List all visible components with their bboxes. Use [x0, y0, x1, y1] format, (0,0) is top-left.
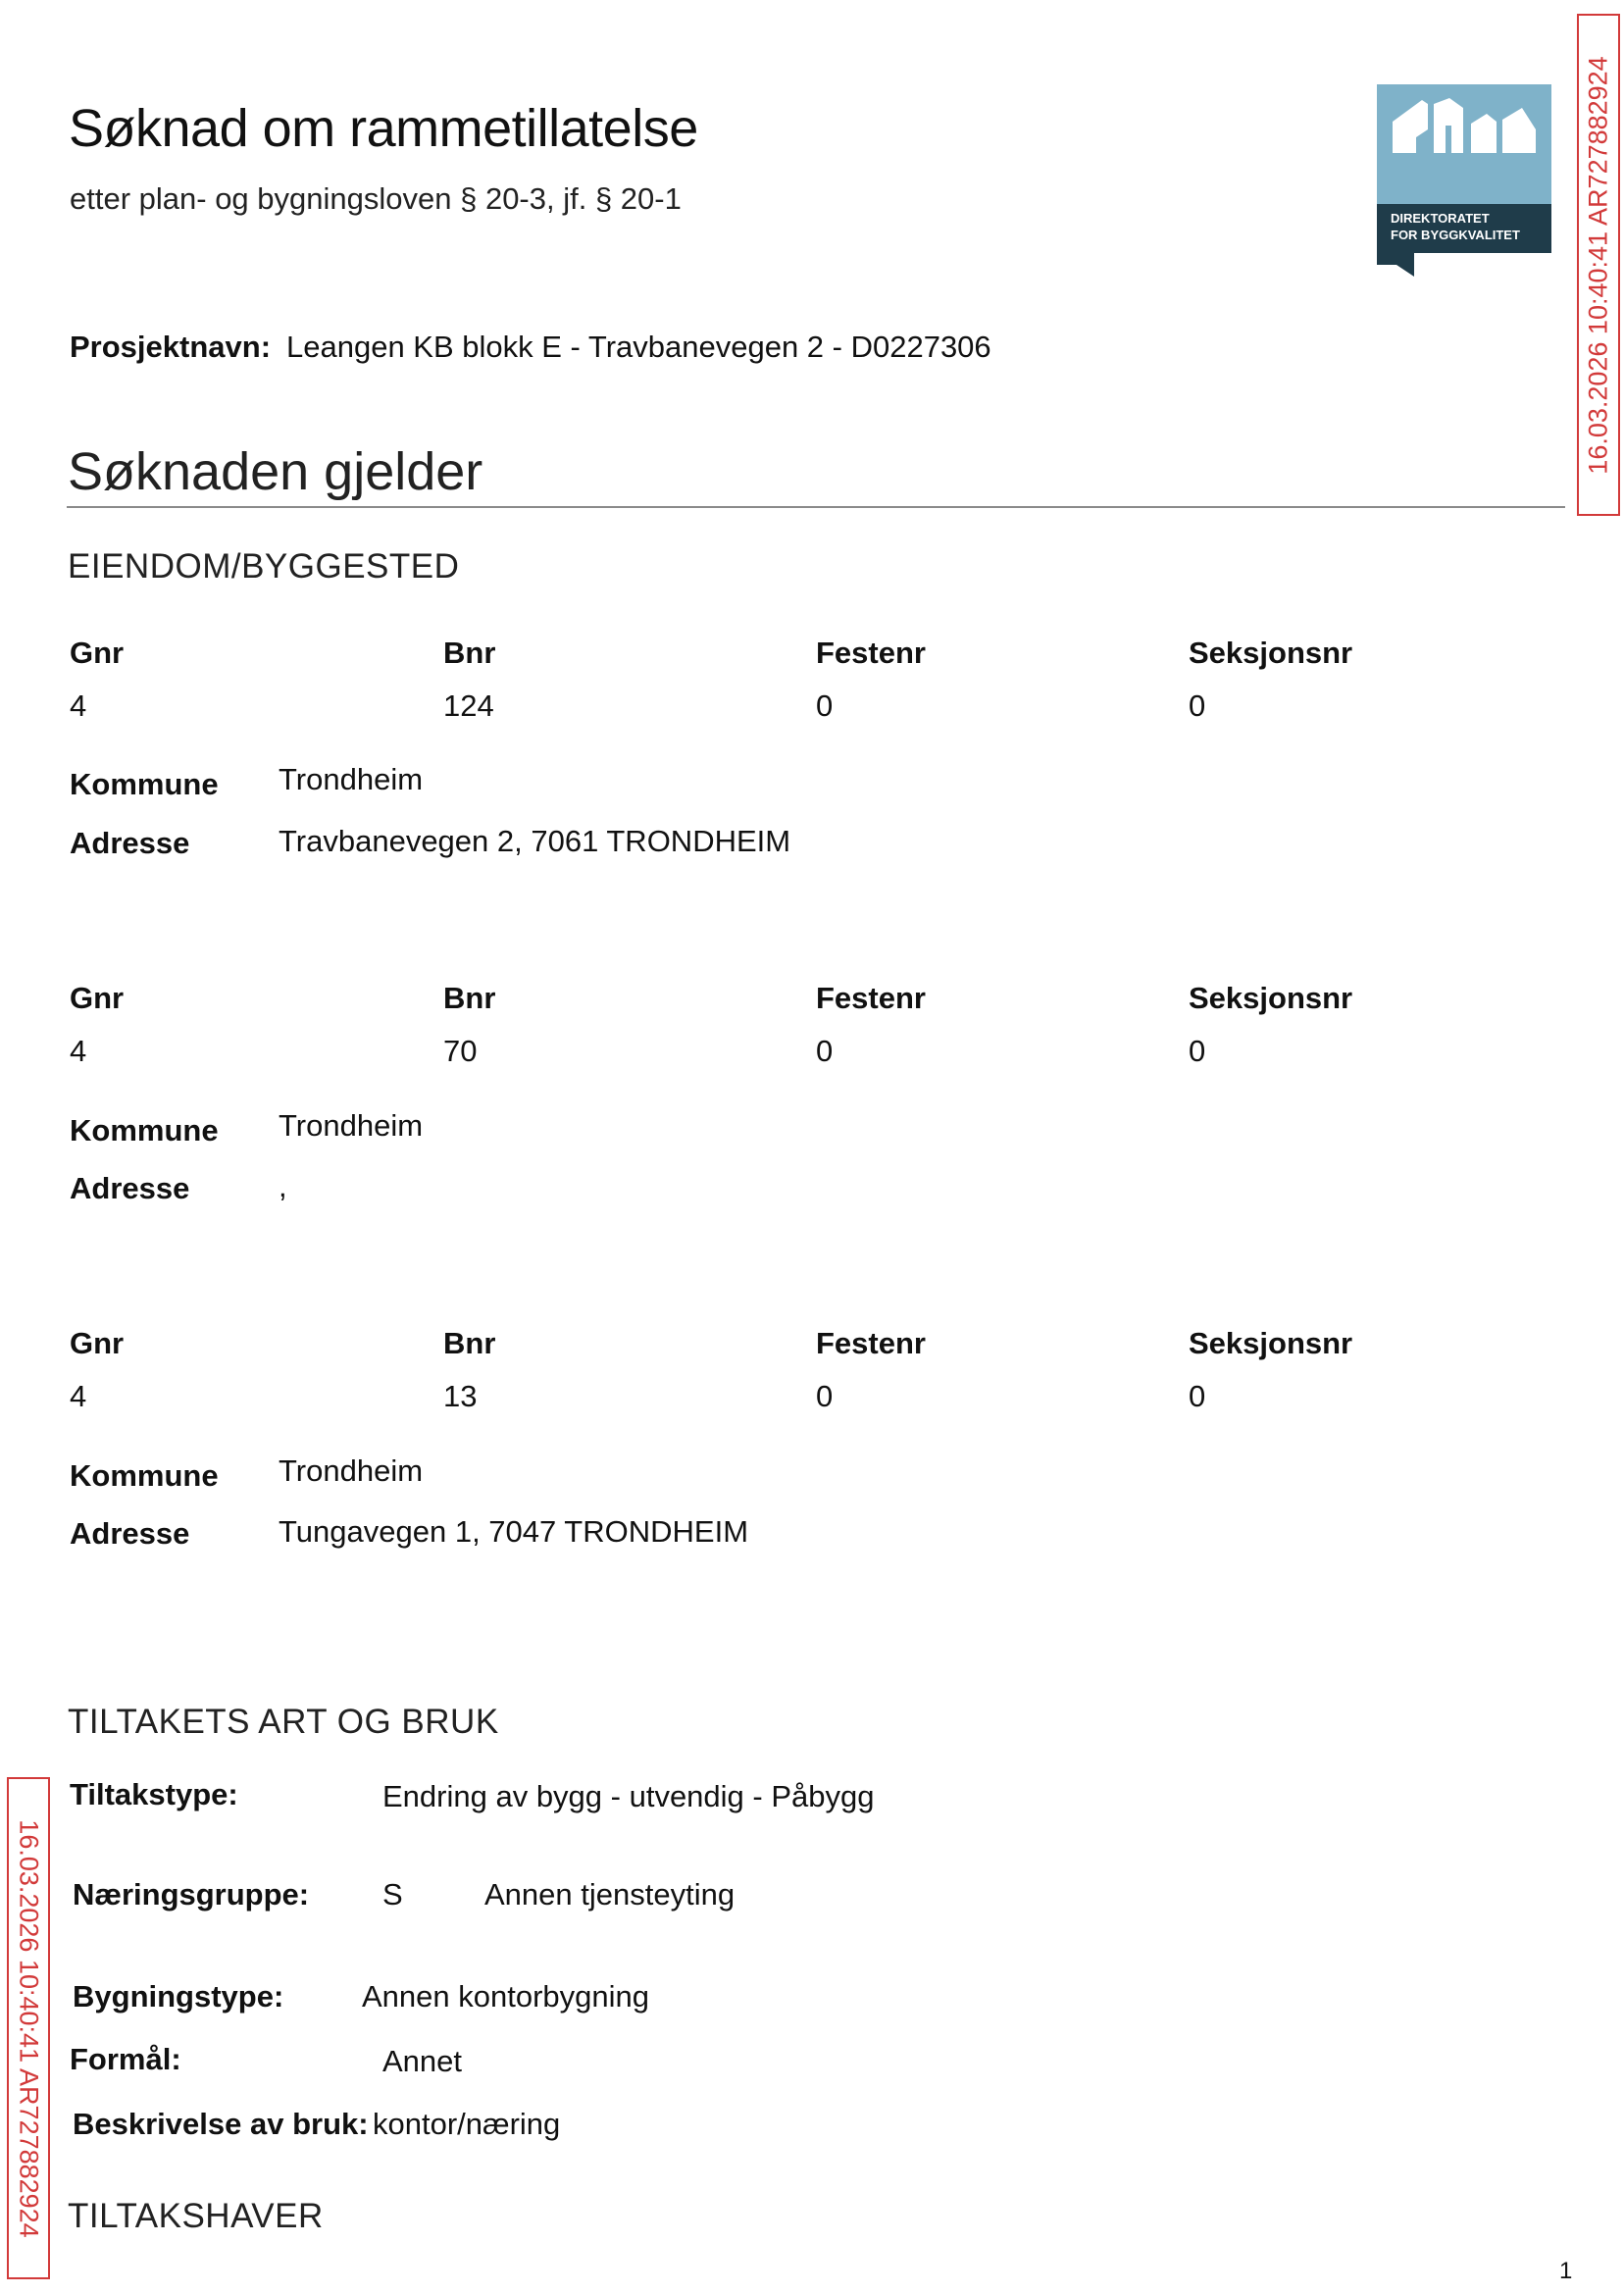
seksjonsnr-value: 0	[1189, 688, 1206, 723]
bygningstype-label: Bygningstype:	[73, 1979, 284, 2014]
bnr-label: Bnr	[443, 1326, 496, 1360]
seksjonsnr-label: Seksjonsnr	[1189, 636, 1353, 670]
stamp-text: 16.03.2026 10:40:41 AR727882924	[1583, 55, 1613, 475]
bygningstype-value: Annen kontorbygning	[362, 1979, 650, 2014]
section-title: Søknaden gjelder	[68, 442, 483, 501]
adresse-value: ,	[279, 1169, 287, 1203]
gnr-label: Gnr	[70, 981, 125, 1015]
kommune-value: Trondheim	[279, 1453, 424, 1488]
formal-label: Formål:	[70, 2042, 181, 2076]
seksjonsnr-label: Seksjonsnr	[1189, 1326, 1353, 1360]
eiendom-heading: EIENDOM/BYGGESTED	[68, 547, 460, 586]
kommune-label: Kommune	[70, 1113, 219, 1147]
logo-text-line2: FOR BYGGKVALITET	[1391, 228, 1520, 242]
adresse-value: Travbanevegen 2, 7061 TRONDHEIM	[279, 824, 791, 858]
adresse-label: Adresse	[70, 1171, 190, 1205]
stamp-text: 16.03.2026 10:40:41 AR727882924	[14, 1818, 44, 2238]
gnr-value: 4	[70, 1379, 87, 1413]
bnr-value: 124	[443, 688, 494, 723]
project-label: Prosjektnavn:	[70, 330, 272, 364]
adresse-label: Adresse	[70, 1516, 190, 1551]
naeringsgruppe-code: S	[382, 1877, 403, 1912]
kommune-label: Kommune	[70, 1458, 219, 1493]
bnr-value: 13	[443, 1379, 478, 1413]
gnr-label: Gnr	[70, 636, 125, 670]
tiltakstype-label: Tiltakstype:	[70, 1777, 238, 1811]
festenr-value: 0	[816, 688, 834, 723]
project-value: Leangen KB blokk E - Travbanevegen 2 - D0227306	[286, 330, 991, 364]
festenr-label: Festenr	[816, 1326, 926, 1360]
timestamp-stamp-right	[1577, 14, 1620, 516]
bnr-label: Bnr	[443, 636, 496, 670]
gnr-value: 4	[70, 1034, 87, 1068]
beskrivelse-label: Beskrivelse av bruk:	[73, 2107, 369, 2141]
bnr-label: Bnr	[443, 981, 496, 1015]
tiltakshaver-heading: TILTAKSHAVER	[68, 2197, 324, 2235]
section-divider	[67, 506, 1565, 508]
bnr-value: 70	[443, 1034, 478, 1068]
dibk-logo	[1377, 84, 1551, 277]
gnr-value: 4	[70, 688, 87, 723]
adresse-label: Adresse	[70, 826, 190, 860]
naeringsgruppe-value: Annen tjensteyting	[484, 1877, 736, 1912]
festenr-value: 0	[816, 1034, 834, 1068]
tiltakstype-value: Endring av bygg - utvendig - Påbygg	[382, 1779, 875, 1813]
gnr-label: Gnr	[70, 1326, 125, 1360]
logo-text-line1: DIREKTORATET	[1391, 211, 1490, 226]
formal-value: Annet	[382, 2044, 463, 2078]
festenr-label: Festenr	[816, 981, 926, 1015]
tiltak-heading: TILTAKETS ART OG BRUK	[68, 1703, 499, 1741]
dibk-logo-icon	[1377, 84, 1551, 277]
page-subtitle: etter plan- og bygningsloven § 20-3, jf. § 20-1	[70, 181, 682, 216]
kommune-value: Trondheim	[279, 1108, 424, 1143]
festenr-label: Festenr	[816, 636, 926, 670]
beskrivelse-value: kontor/næring	[373, 2107, 561, 2141]
seksjonsnr-value: 0	[1189, 1379, 1206, 1413]
timestamp-stamp-left	[7, 1777, 50, 2279]
kommune-value: Trondheim	[279, 762, 424, 796]
seksjonsnr-label: Seksjonsnr	[1189, 981, 1353, 1015]
adresse-value: Tungavegen 1, 7047 TRONDHEIM	[279, 1514, 749, 1549]
seksjonsnr-value: 0	[1189, 1034, 1206, 1068]
page-title: Søknad om rammetillatelse	[69, 99, 698, 158]
naeringsgruppe-label: Næringsgruppe:	[73, 1877, 310, 1912]
festenr-value: 0	[816, 1379, 834, 1413]
page-number: 1	[1559, 2258, 1573, 2284]
kommune-label: Kommune	[70, 767, 219, 801]
